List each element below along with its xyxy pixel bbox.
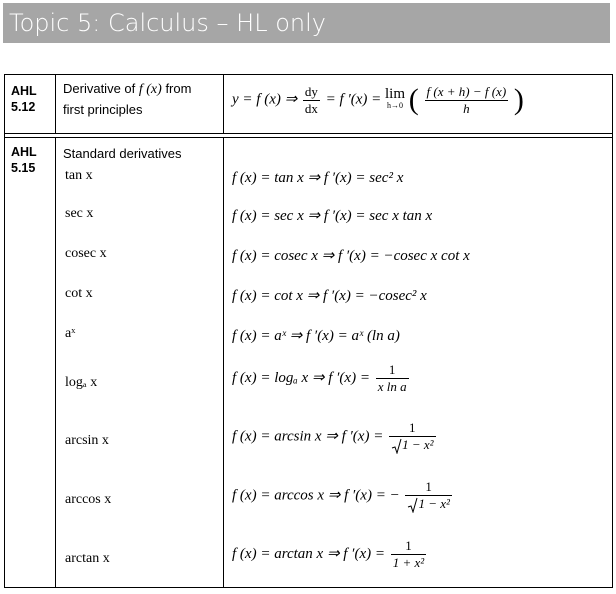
topic-title: Topic 5: Calculus – HL only — [9, 9, 326, 37]
section-description: Derivative of f (x) from first principles — [63, 81, 192, 117]
column-divider — [223, 75, 224, 133]
derivative-formula: f (x) = arctan x ⇒ f ′(x) = $\frac{1}{\text{1 + x²}}$ — [232, 538, 425, 570]
function-name: sec x — [65, 206, 94, 221]
column-divider — [55, 138, 56, 588]
function-name: arccos x — [65, 492, 112, 507]
derivative-formula: f (x) = arccos x ⇒ f ′(x) = − $\frac{1}{\text{1 − x²}}$ — [232, 479, 454, 513]
derivative-formula: f (x) = arcsin x ⇒ f ′(x) = $\frac{1}{\text{1 − x²}}$ — [232, 420, 438, 454]
first-principles-formula: y = f (x) ⇒ $\frac{dy}{dx}$ = f ′(x) = lim h→0 ( $\frac{f (x + h) - f (x)}{h}$ ) — [232, 83, 524, 116]
section-code: AHL 5.15 — [11, 145, 37, 175]
table-row-ahl-5-12 — [5, 75, 612, 134]
table-row-ahl-5-15 — [5, 137, 612, 588]
limit-operator: lim h→0 — [385, 86, 406, 110]
section-code: AHL 5.12 — [11, 84, 37, 114]
column-divider — [223, 138, 224, 588]
derivative-fraction: $\frac{1}{\text{1 − x²}}$ — [405, 479, 451, 513]
function-name: arctan x — [65, 551, 110, 566]
derivative-formula: f (x) = cosec x ⇒ f ′(x) = −cosec x cot x — [232, 248, 470, 264]
function-name: tan x — [65, 168, 93, 183]
formula-table — [4, 74, 613, 588]
dy-dx-fraction: $\frac{dy}{dx}$ — [304, 83, 318, 116]
difference-quotient: $\frac{f (x + h) - f (x)}{h}$ — [426, 83, 507, 116]
derivative-formula: f (x) = aˣ ⇒ f ′(x) = aˣ (ln a) — [232, 328, 400, 344]
sqrt-icon — [391, 438, 402, 454]
derivative-formula: f (x) = cot x ⇒ f ′(x) = −cosec² x — [232, 288, 427, 304]
derivative-fraction: $\frac{1}{\text{1 − x²}}$ — [389, 420, 435, 454]
function-name: cot x — [65, 286, 93, 301]
topic-banner — [3, 3, 610, 43]
sqrt-icon — [407, 497, 418, 513]
derivative-formula: f (x) = logₐ x ⇒ f ′(x) = $\frac{1}{\text{x ln a}}$ — [232, 362, 407, 394]
function-name: arcsin x — [65, 433, 109, 448]
derivative-fraction: $\frac{1}{\text{1 + x²}}$ — [392, 538, 425, 570]
section-description: Standard derivatives — [63, 146, 182, 161]
function-name: aˣ — [65, 326, 76, 341]
derivative-formula: f (x) = sec x ⇒ f ′(x) = sec x tan x — [232, 208, 433, 224]
function-name: cosec x — [65, 246, 107, 261]
function-name: logₐ x — [65, 375, 98, 390]
column-divider — [55, 75, 56, 133]
derivative-formula: f (x) = tan x ⇒ f ′(x) = sec² x — [232, 170, 404, 186]
derivative-fraction: $\frac{1}{\text{x ln a}}$ — [377, 362, 407, 394]
